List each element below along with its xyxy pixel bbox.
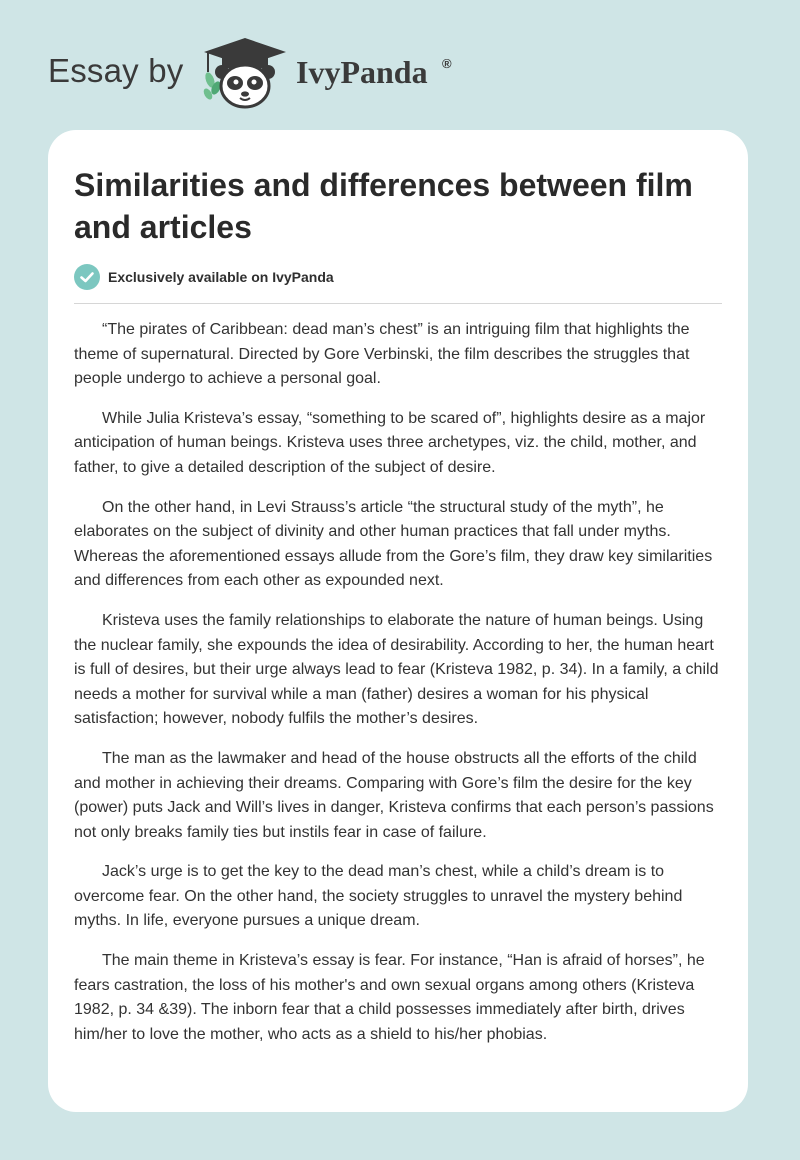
exclusive-badge-label: Exclusively available on IvyPanda (108, 269, 334, 285)
exclusive-badge (74, 264, 334, 290)
essay-body (74, 318, 724, 1062)
essay-paragraph: The man as the lawmaker and head of the house obstructs all the efforts of the child and mother in achieving their dreams. Comparing with Gore’s film the desire for the key (power) puts Jack and Will’s lives in danger, Kristeva confirms that each person’s passions not only breaks family ties but instils fear in case of failure. (74, 749, 714, 841)
essay-paragraph: “The pirates of Caribbean: dead man’s chest” is an intriguing film that highlights the theme of supernatural. Directed by Gore Verbinski, the film describes the struggles that people undergo to achieve a personal goal. (74, 321, 690, 388)
essay-paragraph: On the other hand, in Levi Strauss’s article “the structural study of the myth”, he elaborates on the subject of divinity and other human practices that fall under myths. Whereas the aforementioned essays allude from the Gore’s film, they draw key similarities and differences from each other as expounded next. (74, 498, 713, 590)
ivypanda-brand-name[interactable]: IvyPanda (296, 54, 428, 90)
site-header (0, 0, 800, 130)
registered-mark: ® (442, 56, 452, 71)
panda-graduate-logo-icon[interactable] (200, 36, 290, 110)
title-divider (74, 303, 722, 304)
essay-card (48, 130, 748, 1112)
essay-paragraph: The main theme in Kristeva’s essay is fear. For instance, “Han is afraid of horses”, he fears castration, the loss of his mother's and own sexual organs among others (Kristeva 1982, p. 34 &39). The inborn fear that a child possesses immediately after birth, drives him/her to love the mother, who acts as a shield to his/her phobias. (74, 952, 705, 1043)
check-circle-icon (74, 264, 100, 290)
essay-paragraph: Jack’s urge is to get the key to the dead man’s chest, while a child’s dream is to overcome fear. On the other hand, the society struggles to unravel the mystery behind myths. In life, everyone pursues a unique dream. (74, 863, 683, 930)
essay-paragraph: While Julia Kristeva’s essay, “something to be scared of”, highlights desire as a major anticipation of human beings. Kristeva uses three archetypes, viz. the child, mother, and father, to give a detailed description of the subject of desire. (74, 409, 706, 476)
essay-paragraph: Kristeva uses the family relationships to elaborate the nature of human beings. Using the nuclear family, she expounds the idea of desirability. According to her, the human heart is full of desires, but their urge always lead to fear (Kristeva 1982, p. 34). In a family, a child needs a mother for survival while a man (father) desires a woman for his physical satisfaction; however, nobody fulfils the mother’s desires. (74, 611, 719, 728)
essay-title: Similarities and differences between film and articles (74, 167, 693, 245)
essay-by-label: Essay by (48, 52, 184, 89)
